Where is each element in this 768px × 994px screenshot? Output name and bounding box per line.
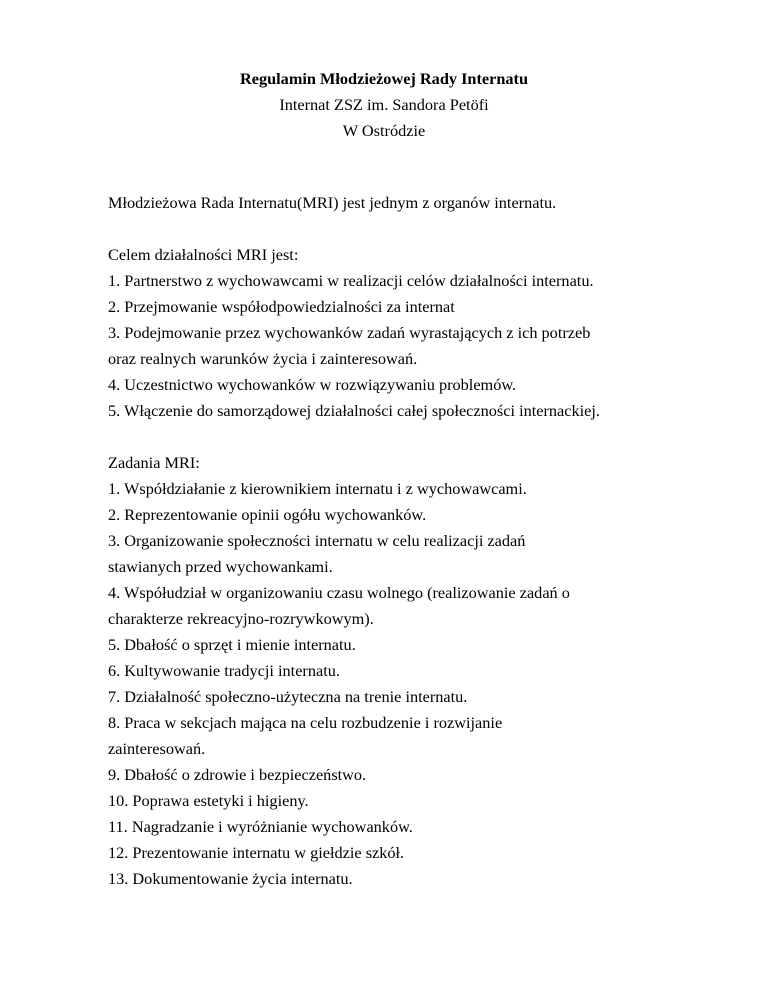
list-item	[108, 658, 668, 684]
list-item-line: 11. Nagradzanie i wyróżnianie wychowanków.	[108, 817, 413, 836]
intro-paragraph	[108, 190, 668, 216]
list-item-line: oraz realnych warunków życia i zainteresowań.	[108, 349, 418, 368]
list-item	[108, 762, 668, 788]
list-item-line: stawianych przed wychowankami.	[108, 557, 333, 576]
institution-location: W Ostródzie	[342, 121, 426, 140]
list-item-line: 2. Przejmowanie współodpowiedzialności za internat	[108, 297, 455, 316]
list-item	[108, 866, 668, 892]
list-item-line: 8. Praca w sekcjach mająca na celu rozbudzenie i rozwijanie	[108, 713, 503, 732]
list-item	[108, 840, 668, 866]
list-item-line: 9. Dbałość o zdrowie i bezpieczeństwo.	[108, 765, 367, 784]
list-item-line: 4. Uczestnictwo wychowanków w rozwiązywaniu problemów.	[108, 375, 517, 394]
list-item-line: 4. Współudział w organizowaniu czasu wolnego (realizowanie zadań o	[108, 583, 570, 602]
list-item-line: 10. Poprawa estetyki i higieny.	[108, 791, 309, 810]
intro-text: Młodzieżowa Rada Internatu(MRI) jest jednym z organów internatu.	[108, 193, 557, 212]
list-item-line: 3. Podejmowanie przez wychowanków zadań wyrastających z ich potrzeb	[108, 323, 591, 342]
list-item-line: 3. Organizowanie społeczności internatu w celu realizacji zadań	[108, 531, 526, 550]
document-title: Regulamin Młodzieżowej Rady Internatu	[239, 69, 529, 88]
list-item	[108, 268, 668, 294]
list-item-line: 5. Dbałość o sprzęt i mienie internatu.	[108, 635, 356, 654]
goals-heading: Celem działalności MRI jest:	[108, 245, 299, 264]
tasks-list	[108, 476, 668, 892]
list-item	[108, 684, 668, 710]
list-item	[108, 710, 668, 762]
list-item-line: 6. Kultywowanie tradycji internatu.	[108, 661, 340, 680]
list-item-line: 13. Dokumentowanie życia internatu.	[108, 869, 353, 888]
list-item-line: 5. Włączenie do samorządowej działalności całej społeczności internackiej.	[108, 401, 600, 420]
list-item	[108, 814, 668, 840]
tasks-heading: Zadania MRI:	[108, 453, 200, 472]
list-item	[108, 294, 668, 320]
list-item	[108, 398, 668, 424]
list-item	[108, 580, 668, 632]
list-item-line: charakterze rekreacyjno-rozrywkowym).	[108, 609, 374, 628]
list-item-line: 7. Działalność społeczno-użyteczna na trenie internatu.	[108, 687, 468, 706]
list-item	[108, 528, 668, 580]
list-item	[108, 502, 668, 528]
goals-section	[108, 242, 668, 424]
goals-list	[108, 268, 668, 424]
list-item-line: 1. Partnerstwo z wychowawcami w realizacji celów działalności internatu.	[108, 271, 594, 290]
list-item	[108, 476, 668, 502]
document-header	[0, 66, 768, 144]
tasks-section	[108, 450, 668, 892]
list-item	[108, 788, 668, 814]
list-item-line: 1. Współdziałanie z kierownikiem internatu i z wychowawcami.	[108, 479, 527, 498]
list-item-line: zainteresowań.	[108, 739, 206, 758]
institution-name: Internat ZSZ im. Sandora Petöfi	[279, 95, 489, 114]
list-item-line: 2. Reprezentowanie opinii ogółu wychowanków.	[108, 505, 427, 524]
list-item-line: 12. Prezentowanie internatu w giełdzie szkół.	[108, 843, 405, 862]
list-item	[108, 320, 668, 372]
list-item	[108, 372, 668, 398]
list-item	[108, 632, 668, 658]
